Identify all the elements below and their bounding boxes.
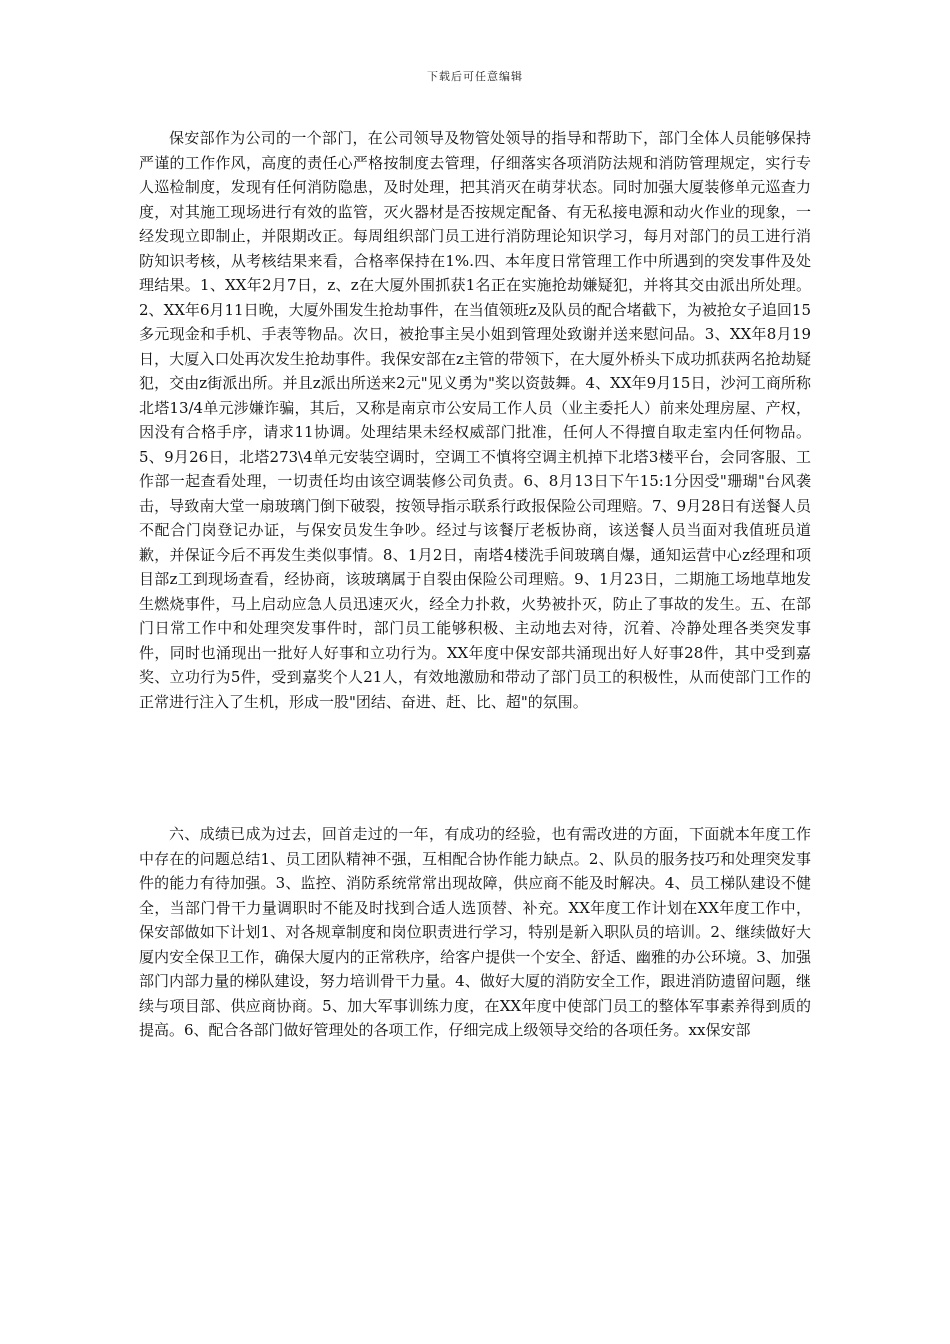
paragraph-block-1	[139, 126, 811, 714]
paragraph-1: 保安部作为公司的一个部门，在公司领导及物管处领导的指导和帮助下，部门全体人员能够保持严谨的工作作风，高度的责任心严格按制度去管理，仔细落实各项消防法规和消防管理规定，实行专人巡检制度，发现有任何消防隐患，及时处理，把其消灭在萌芽状态。同时加强大厦装修单元巡查力度，对其施工现场进行有效的监管，灭火器材是否按规定配备、有无私接电源和动火作业的现象，一经发现立即制止，并限期改正。每周组织部门员工进行消防理论知识学习，每月对部门的员工进行消防知识考核，从考核结果来看，合格率保持在1%.四、本年度日常管理工作中所遇到的突发事件及处理结果。1、XX年2月7日，z、z在大厦外围抓获1名正在实施抢劫嫌疑犯，并将其交由派出所处理。2、XX年6月11日晚，大厦外围发生抢劫事件，在当值领班z及队员的配合堵截下，为被抢女子追回15多元现金和手机、手表等物品。次日，被抢事主吴小姐到管理处致谢并送来慰问品。3、XX年8月19日，大厦入口处再次发生抢劫事件。我保安部在z主管的带领下，在大厦外桥头下成功抓获两名抢劫疑犯，交由z街派出所。并且z派出所送来2元"见义勇为"奖以资鼓舞。4、XX年9月15日，沙河工商所称北塔13/4单元涉嫌诈骗，其后，又称是南京市公安局工作人员（业主委托人）前来处理房屋、产权，因没有合格手序，请求11协调。处理结果未经权威部门批准，任何人不得擅自取走室内任何物品。5、9月26日，北塔273\4单元安装空调时，空调工不慎将空调主机掉下北塔3楼平台，会同客服、工作部一起查看处理，一切责任均由该空调装修公司负责。6、8月13日下午15:1分因受"珊瑚"台风袭击，导致南大堂一扇玻璃门倒下破裂，按领导指示联系行政报保险公司理赔。7、9月28日有送餐人员不配合门岗登记办证，与保安员发生争吵。经过与该餐厅老板协商，该送餐人员当面对我值班员道歉，并保证今后不再发生类似事情。8、1月2日，南塔4楼洗手间玻璃自爆，通知运营中心z经理和项目部z工到现场查看，经协商，该玻璃属于自裂由保险公司理赔。9、1月23日，二期施工场地草地发生燃烧事件，马上启动应急人员迅速灭火，经全力扑救，火势被扑灭，防止了事故的发生。五、在部门日常工作中和处理突发事件时，部门员工能够积极、主动地去对待，沉着、冷静处理各类突发事件，同时也涌现出一批好人好事和立功行为。XX年度中保安部共涌现出好人好事28件，其中受到嘉奖、立功行为5件，受到嘉奖个人21人，有效地激励和带动了部门员工的积极性，从而使部门工作的正常进行注入了生机，形成一股"团结、奋进、赶、比、超"的氛围。	[139, 129, 811, 711]
paragraph-block-2	[139, 822, 811, 1043]
header-note: 下载后可任意编辑	[427, 70, 523, 83]
paragraph-2: 六、成绩已成为过去，回首走过的一年，有成功的经验，也有需改进的方面，下面就本年度工作中存在的问题总结1、员工团队精神不强，互相配合协作能力缺点。2、队员的服务技巧和处理突发事件的能力有待加强。3、监控、消防系统常常出现故障，供应商不能及时解决。4、员工梯队建设不健全，当部门骨干力量调职时不能及时找到合适人选顶替、补充。XX年度工作计划在XX年度工作中，保安部做如下计划1、对各规章制度和岗位职责进行学习，特别是新入职队员的培训。2、继续做好大厦内安全保卫工作，确保大厦内的正常秩序，给客户提供一个安全、舒适、幽雅的办公环境。3、加强部门内部力量的梯队建设，努力培训骨干力量。4、做好大厦的消防安全工作，跟进消防遗留问题，继续与项目部、供应商协商。5、加大军事训练力度，在XX年度中使部门员工的整体军事素养得到质的提高。6、配合各部门做好管理处的各项工作，仔细完成上级领导交给的各项任务。xx保安部	[139, 825, 811, 1039]
